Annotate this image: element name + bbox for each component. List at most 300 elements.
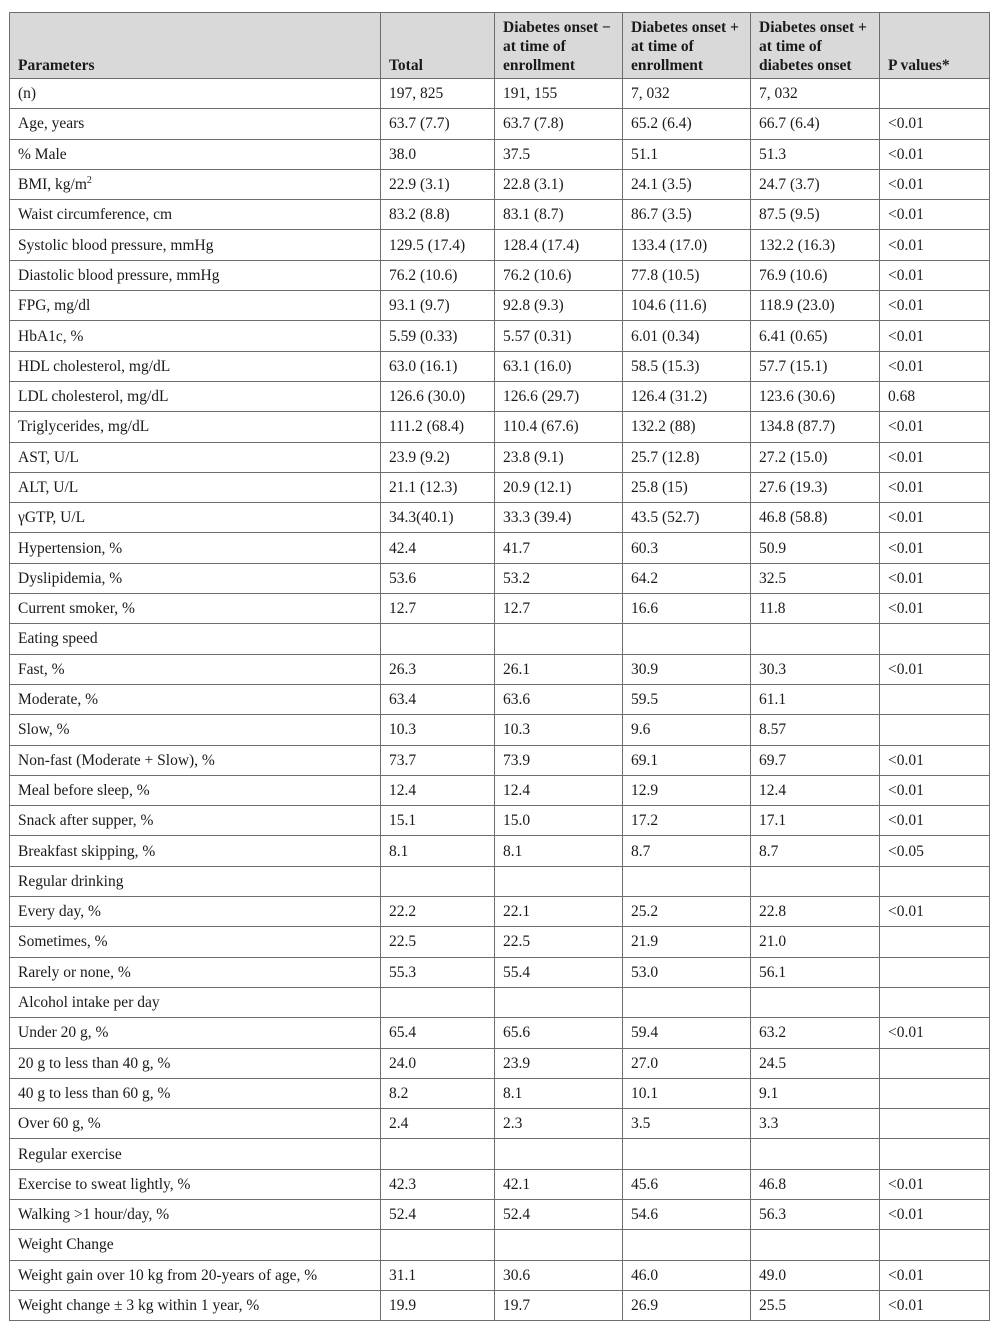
cell-parameter xyxy=(10,836,381,866)
cell-p-value xyxy=(880,775,990,805)
cell-text: % Male xyxy=(18,145,67,163)
cell-onset-negative-enrollment xyxy=(495,654,623,684)
cell-text: 19.7 xyxy=(503,1297,531,1315)
cell-text: Waist circumference, cm xyxy=(18,206,173,224)
cell-total xyxy=(381,230,495,260)
cell-text: 126.4 (31.2) xyxy=(631,388,708,406)
cell-text: <0.01 xyxy=(888,1175,924,1193)
table-row xyxy=(10,533,990,563)
cell-text: <0.01 xyxy=(888,266,924,284)
cell-onset-positive-enrollment xyxy=(623,503,751,533)
cell-onset-positive-onset xyxy=(751,230,880,260)
table-row xyxy=(10,260,990,290)
cell-text: 25.7 (12.8) xyxy=(631,448,700,466)
cell-parameter xyxy=(10,109,381,139)
table-row xyxy=(10,1169,990,1199)
cell-text: 31.1 xyxy=(389,1266,417,1284)
cell-onset-positive-enrollment xyxy=(623,381,751,411)
cell-onset-positive-onset xyxy=(751,1078,880,1108)
cell-text: <0.01 xyxy=(888,569,924,587)
cell-text: 118.9 (23.0) xyxy=(759,297,835,315)
cell-onset-positive-enrollment xyxy=(623,291,751,321)
cell-text: 83.2 (8.8) xyxy=(389,206,450,224)
cell-text: 24.7 (3.7) xyxy=(759,176,820,194)
cell-text: 17.1 xyxy=(759,812,787,830)
table-row xyxy=(10,1199,990,1229)
table-container xyxy=(9,12,990,1321)
table-row xyxy=(10,775,990,805)
cell-text: 21.1 (12.3) xyxy=(389,479,458,496)
cell-p-value xyxy=(880,1290,990,1320)
cell-text: 56.3 xyxy=(759,1206,787,1224)
cell-text: 51.1 xyxy=(631,145,659,163)
cell-text: 132.2 (16.3) xyxy=(759,236,836,254)
cell-onset-positive-onset xyxy=(751,260,880,290)
cell-text: 11.8 xyxy=(759,600,786,618)
cell-text: <0.01 xyxy=(888,751,924,769)
cell-text: ALT, U/L xyxy=(18,479,79,496)
table-row xyxy=(10,1078,990,1108)
cell-parameter xyxy=(10,533,381,563)
cell-onset-negative-enrollment xyxy=(495,563,623,593)
cell-total xyxy=(381,1018,495,1048)
cell-p-value xyxy=(880,442,990,472)
cell-text: Under 20 g, % xyxy=(18,1024,109,1042)
cell-onset-negative-enrollment xyxy=(495,1018,623,1048)
cell-text: 51.3 xyxy=(759,145,787,163)
cell-onset-positive-enrollment xyxy=(623,321,751,351)
cell-text: 53.0 xyxy=(631,963,659,981)
cell-onset-negative-enrollment xyxy=(495,594,623,624)
cell-text: 63.2 xyxy=(759,1024,787,1042)
cell-onset-positive-enrollment xyxy=(623,927,751,957)
cell-onset-positive-enrollment xyxy=(623,351,751,381)
cell-onset-negative-enrollment xyxy=(495,200,623,230)
cell-p-value xyxy=(880,291,990,321)
cell-text: 83.1 (8.7) xyxy=(503,206,564,224)
cell-text: <0.01 xyxy=(888,509,924,527)
cell-onset-positive-enrollment xyxy=(623,472,751,502)
cell-p-value xyxy=(880,897,990,927)
cell-onset-positive-enrollment xyxy=(623,260,751,290)
cell-total xyxy=(381,1078,495,1108)
cell-text: 37.5 xyxy=(503,145,531,163)
cell-onset-negative-enrollment xyxy=(495,1230,623,1260)
cell-text: LDL cholesterol, mg/dL xyxy=(18,388,169,406)
cell-text: 23.8 (9.1) xyxy=(503,448,564,466)
cell-text: 20 g to less than 40 g, % xyxy=(18,1054,171,1072)
cell-p-value xyxy=(880,1230,990,1260)
cell-text: Slow, % xyxy=(18,721,70,739)
cell-text: 25.2 xyxy=(631,903,659,921)
table-row xyxy=(10,1260,990,1290)
cell-total xyxy=(381,503,495,533)
cell-text: Fast, % xyxy=(18,660,65,678)
cell-onset-positive-onset xyxy=(751,806,880,836)
table-row xyxy=(10,957,990,987)
table-body xyxy=(10,79,990,1321)
cell-text: <0.05 xyxy=(888,842,924,860)
cell-parameter xyxy=(10,321,381,351)
cell-onset-negative-enrollment xyxy=(495,442,623,472)
table-row xyxy=(10,412,990,442)
cell-parameter xyxy=(10,1048,381,1078)
header-p-values: P values* xyxy=(880,13,990,79)
cell-onset-positive-onset xyxy=(751,987,880,1017)
cell-onset-negative-enrollment xyxy=(495,503,623,533)
cell-text: 7, 032 xyxy=(759,85,798,103)
cell-text: <0.01 xyxy=(888,479,924,496)
cell-parameter xyxy=(10,624,381,654)
cell-total xyxy=(381,381,495,411)
cell-onset-positive-enrollment xyxy=(623,775,751,805)
cell-text: 26.1 xyxy=(503,660,531,678)
cell-text: 87.5 (9.5) xyxy=(759,206,820,224)
cell-parameter xyxy=(10,563,381,593)
cell-text: Weight Change xyxy=(18,1236,114,1254)
cell-text: <0.01 xyxy=(888,115,924,133)
cell-text: 126.6 (29.7) xyxy=(503,388,580,406)
cell-onset-positive-onset xyxy=(751,321,880,351)
cell-onset-negative-enrollment xyxy=(495,624,623,654)
cell-onset-positive-enrollment xyxy=(623,715,751,745)
cell-p-value xyxy=(880,79,990,109)
cell-text: 30.3 xyxy=(759,660,787,678)
cell-text: 93.1 (9.7) xyxy=(389,297,450,315)
cell-text: 63.4 xyxy=(389,691,417,709)
cell-text: <0.01 xyxy=(888,600,924,618)
cell-onset-positive-enrollment xyxy=(623,1078,751,1108)
cell-onset-positive-onset xyxy=(751,624,880,654)
cell-text: 132.2 (88) xyxy=(631,418,696,436)
cell-text: <0.01 xyxy=(888,297,924,315)
cell-onset-positive-enrollment xyxy=(623,79,751,109)
cell-text: 46.8 (58.8) xyxy=(759,509,828,527)
cell-text: Weight change ± 3 kg within 1 year, % xyxy=(18,1297,260,1315)
cell-text: <0.01 xyxy=(888,418,924,436)
cell-parameter xyxy=(10,169,381,199)
cell-text: 20.9 (12.1) xyxy=(503,479,572,496)
cell-text: 12.4 xyxy=(389,781,417,799)
cell-onset-negative-enrollment xyxy=(495,1048,623,1078)
cell-text: <0.01 xyxy=(888,1297,924,1315)
cell-text: Weight gain over 10 kg from 20-years of age, % xyxy=(18,1266,318,1284)
cell-onset-negative-enrollment xyxy=(495,806,623,836)
cell-text: Over 60 g, % xyxy=(18,1115,101,1133)
cell-text: Regular drinking xyxy=(18,872,124,890)
cell-text: Every day, % xyxy=(18,903,101,921)
cell-text: Age, years xyxy=(18,115,85,133)
cell-onset-positive-onset xyxy=(751,412,880,442)
cell-text: 63.6 xyxy=(503,691,531,709)
cell-text: 27.0 xyxy=(631,1054,659,1072)
cell-text: 22.5 xyxy=(389,933,417,951)
cell-p-value xyxy=(880,745,990,775)
cell-onset-negative-enrollment xyxy=(495,745,623,775)
cell-text: 24.5 xyxy=(759,1054,787,1072)
cell-total xyxy=(381,1199,495,1229)
cell-total xyxy=(381,594,495,624)
cell-text: Breakfast skipping, % xyxy=(18,842,156,860)
cell-parameter xyxy=(10,866,381,896)
cell-total xyxy=(381,957,495,987)
cell-text: 9.1 xyxy=(759,1084,779,1102)
cell-text: <0.01 xyxy=(888,176,924,194)
cell-text: 12.7 xyxy=(389,600,417,618)
cell-onset-positive-enrollment xyxy=(623,230,751,260)
cell-text: 7, 032 xyxy=(631,85,670,103)
cell-text: 41.7 xyxy=(503,539,531,557)
cell-p-value xyxy=(880,1078,990,1108)
cell-text: 17.2 xyxy=(631,812,659,830)
cell-onset-negative-enrollment xyxy=(495,897,623,927)
cell-text: 10.3 xyxy=(503,721,531,739)
cell-onset-negative-enrollment xyxy=(495,1078,623,1108)
baseline-characteristics-table xyxy=(9,12,990,1321)
cell-total xyxy=(381,1048,495,1078)
cell-text: <0.01 xyxy=(888,327,924,345)
cell-text: 76.2 (10.6) xyxy=(389,266,458,284)
cell-text: 34.3(40.1) xyxy=(389,509,454,527)
cell-onset-positive-enrollment xyxy=(623,169,751,199)
cell-onset-positive-enrollment xyxy=(623,200,751,230)
cell-parameter xyxy=(10,1260,381,1290)
section-row xyxy=(10,1139,990,1169)
cell-onset-positive-onset xyxy=(751,169,880,199)
cell-text: Eating speed xyxy=(18,630,98,648)
cell-onset-positive-enrollment xyxy=(623,836,751,866)
cell-text: Systolic blood pressure, mmHg xyxy=(18,236,214,254)
cell-text: 8.57 xyxy=(759,721,787,739)
cell-onset-positive-onset xyxy=(751,503,880,533)
cell-text: 10.1 xyxy=(631,1084,659,1102)
cell-onset-positive-enrollment xyxy=(623,745,751,775)
cell-text: 46.8 xyxy=(759,1175,787,1193)
cell-text: 42.4 xyxy=(389,539,417,557)
table-row xyxy=(10,230,990,260)
cell-onset-positive-onset xyxy=(751,836,880,866)
cell-onset-negative-enrollment xyxy=(495,260,623,290)
cell-text: <0.01 xyxy=(888,448,924,466)
cell-p-value xyxy=(880,169,990,199)
superscript: 2 xyxy=(86,174,92,186)
cell-onset-negative-enrollment xyxy=(495,412,623,442)
cell-text: 24.0 xyxy=(389,1054,417,1072)
cell-text: 65.2 (6.4) xyxy=(631,115,692,133)
cell-onset-positive-onset xyxy=(751,866,880,896)
cell-total xyxy=(381,1230,495,1260)
cell-onset-positive-enrollment xyxy=(623,1139,751,1169)
cell-total xyxy=(381,654,495,684)
cell-onset-positive-onset xyxy=(751,594,880,624)
cell-total xyxy=(381,109,495,139)
cell-p-value xyxy=(880,1018,990,1048)
cell-total xyxy=(381,442,495,472)
table-row xyxy=(10,139,990,169)
cell-text: 3.5 xyxy=(631,1115,651,1133)
cell-text: 6.41 (0.65) xyxy=(759,327,828,345)
cell-onset-negative-enrollment xyxy=(495,351,623,381)
cell-text: 59.4 xyxy=(631,1024,659,1042)
cell-onset-positive-enrollment xyxy=(623,109,751,139)
cell-onset-positive-enrollment xyxy=(623,533,751,563)
cell-text: 57.7 (15.1) xyxy=(759,357,828,375)
cell-text: 30.9 xyxy=(631,660,659,678)
cell-text: 111.2 (68.4) xyxy=(389,418,465,436)
cell-text: 55.4 xyxy=(503,963,531,981)
cell-onset-negative-enrollment xyxy=(495,836,623,866)
cell-text: 63.1 (16.0) xyxy=(503,357,572,375)
cell-text: 53.6 xyxy=(389,569,417,587)
cell-onset-positive-onset xyxy=(751,563,880,593)
cell-total xyxy=(381,1290,495,1320)
table-row xyxy=(10,594,990,624)
cell-text: 8.7 xyxy=(631,842,651,860)
cell-text: HDL cholesterol, mg/dL xyxy=(18,357,171,375)
cell-text: 26.9 xyxy=(631,1297,659,1315)
cell-onset-negative-enrollment xyxy=(495,1199,623,1229)
cell-parameter xyxy=(10,775,381,805)
cell-text: 22.5 xyxy=(503,933,531,951)
cell-onset-negative-enrollment xyxy=(495,533,623,563)
cell-total xyxy=(381,139,495,169)
cell-parameter xyxy=(10,503,381,533)
cell-onset-positive-enrollment xyxy=(623,1048,751,1078)
cell-onset-positive-onset xyxy=(751,472,880,502)
cell-text: <0.01 xyxy=(888,236,924,254)
cell-text: Sometimes, % xyxy=(18,933,108,951)
cell-p-value xyxy=(880,139,990,169)
cell-text: 133.4 (17.0) xyxy=(631,236,708,254)
cell-text: HbA1c, % xyxy=(18,327,84,345)
table-row xyxy=(10,503,990,533)
cell-text: 24.1 (3.5) xyxy=(631,176,692,194)
cell-text: 69.1 xyxy=(631,751,659,769)
cell-text: 92.8 (9.3) xyxy=(503,297,564,315)
cell-text: 52.4 xyxy=(389,1206,417,1224)
cell-text: 197, 825 xyxy=(389,85,444,103)
header-onset-positive-enrollment: Diabetes onset + at time of enrollment xyxy=(623,13,751,79)
table-row xyxy=(10,654,990,684)
cell-text: 49.0 xyxy=(759,1266,787,1284)
cell-text: 8.1 xyxy=(389,842,409,860)
cell-text: Regular exercise xyxy=(18,1145,122,1163)
cell-parameter xyxy=(10,1078,381,1108)
cell-text: 21.0 xyxy=(759,933,787,951)
cell-total xyxy=(381,987,495,1017)
cell-text: 42.3 xyxy=(389,1175,417,1193)
cell-onset-positive-enrollment xyxy=(623,987,751,1017)
cell-text: 58.5 (15.3) xyxy=(631,357,700,375)
table-row xyxy=(10,836,990,866)
cell-onset-negative-enrollment xyxy=(495,775,623,805)
cell-parameter xyxy=(10,230,381,260)
cell-text: 77.8 (10.5) xyxy=(631,266,700,284)
cell-text: 104.6 (11.6) xyxy=(631,297,707,315)
cell-parameter xyxy=(10,715,381,745)
cell-text: 66.7 (6.4) xyxy=(759,115,820,133)
cell-p-value xyxy=(880,200,990,230)
cell-total xyxy=(381,533,495,563)
cell-onset-positive-enrollment xyxy=(623,1169,751,1199)
cell-p-value xyxy=(880,654,990,684)
cell-text: Walking >1 hour/day, % xyxy=(18,1206,170,1224)
cell-text: 86.7 (3.5) xyxy=(631,206,692,224)
cell-onset-positive-onset xyxy=(751,684,880,714)
cell-text: 8.1 xyxy=(503,842,523,860)
cell-total xyxy=(381,351,495,381)
cell-total xyxy=(381,79,495,109)
cell-p-value xyxy=(880,563,990,593)
cell-parameter xyxy=(10,351,381,381)
cell-total xyxy=(381,836,495,866)
cell-text: <0.01 xyxy=(888,206,924,224)
cell-text: 54.6 xyxy=(631,1206,659,1224)
cell-onset-positive-onset xyxy=(751,1260,880,1290)
cell-text: 60.3 xyxy=(631,539,659,557)
cell-p-value xyxy=(880,624,990,654)
cell-text: <0.01 xyxy=(888,1266,924,1284)
cell-onset-negative-enrollment xyxy=(495,321,623,351)
cell-onset-negative-enrollment xyxy=(495,1109,623,1139)
cell-text: 2.4 xyxy=(389,1115,409,1133)
header-total: Total xyxy=(381,13,495,79)
cell-p-value xyxy=(880,1260,990,1290)
cell-onset-negative-enrollment xyxy=(495,169,623,199)
header-onset-negative-enrollment: Diabetes onset − at time of enrollment xyxy=(495,13,623,79)
cell-p-value xyxy=(880,715,990,745)
cell-total xyxy=(381,927,495,957)
cell-text: 46.0 xyxy=(631,1266,659,1284)
cell-text: 10.3 xyxy=(389,721,417,739)
cell-onset-positive-onset xyxy=(751,109,880,139)
cell-text: 134.8 (87.7) xyxy=(759,418,836,436)
cell-total xyxy=(381,169,495,199)
cell-text: 16.6 xyxy=(631,600,659,618)
cell-text: 33.3 (39.4) xyxy=(503,509,572,527)
cell-text: <0.01 xyxy=(888,539,924,557)
cell-p-value xyxy=(880,1139,990,1169)
cell-onset-positive-enrollment xyxy=(623,412,751,442)
cell-total xyxy=(381,321,495,351)
cell-onset-positive-enrollment xyxy=(623,442,751,472)
cell-total xyxy=(381,624,495,654)
cell-onset-positive-onset xyxy=(751,715,880,745)
cell-onset-positive-enrollment xyxy=(623,684,751,714)
cell-text: 56.1 xyxy=(759,963,787,981)
cell-text: 9.6 xyxy=(631,721,651,739)
cell-parameter xyxy=(10,260,381,290)
cell-text: Diastolic blood pressure, mmHg xyxy=(18,266,220,284)
cell-text: 15.0 xyxy=(503,812,531,830)
cell-text: 55.3 xyxy=(389,963,417,981)
cell-onset-negative-enrollment xyxy=(495,1169,623,1199)
cell-p-value xyxy=(880,927,990,957)
header-parameters: Parameters xyxy=(10,13,381,79)
cell-total xyxy=(381,806,495,836)
cell-parameter xyxy=(10,472,381,502)
cell-onset-negative-enrollment xyxy=(495,472,623,502)
cell-onset-positive-onset xyxy=(751,442,880,472)
cell-text: 22.2 xyxy=(389,903,417,921)
cell-onset-negative-enrollment xyxy=(495,79,623,109)
table-row xyxy=(10,351,990,381)
cell-p-value xyxy=(880,684,990,714)
cell-total xyxy=(381,291,495,321)
cell-text: Rarely or none, % xyxy=(18,963,131,981)
cell-total xyxy=(381,412,495,442)
table-row xyxy=(10,715,990,745)
